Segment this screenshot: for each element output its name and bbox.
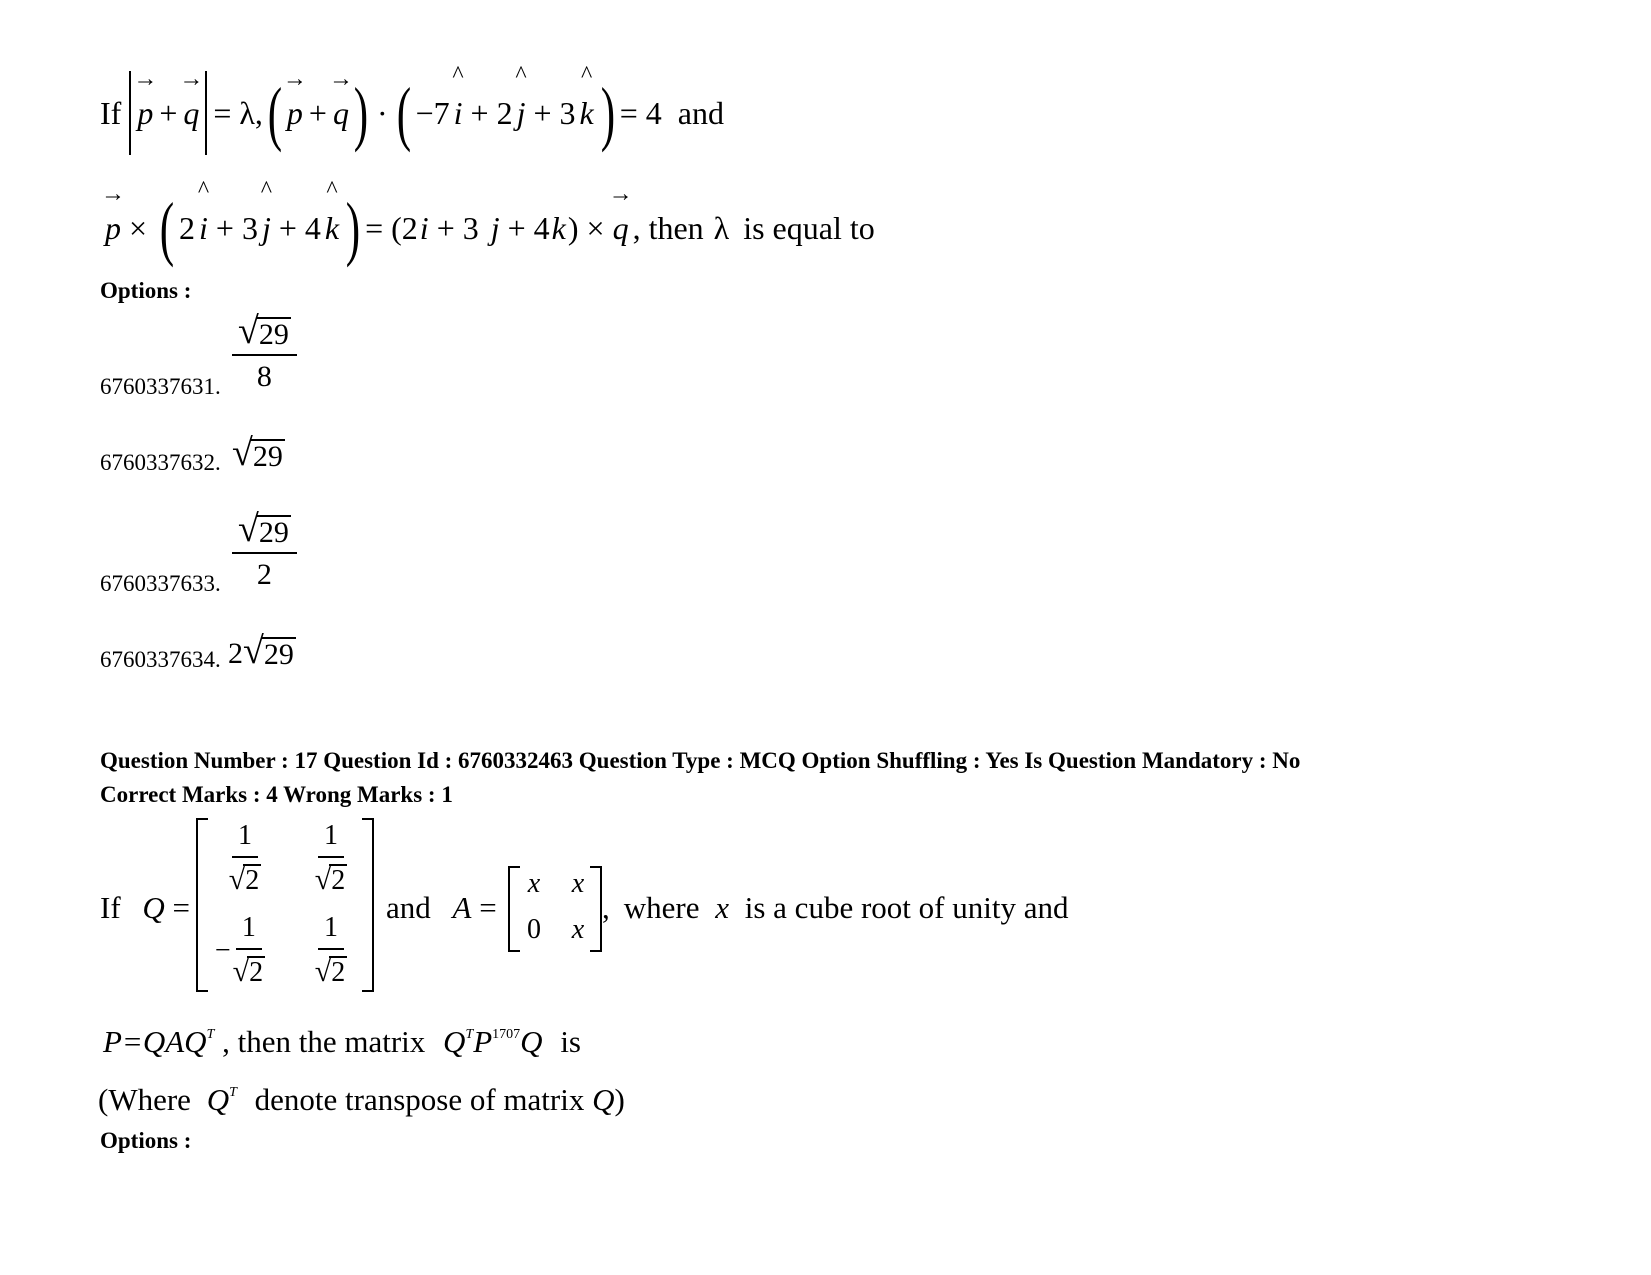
q17-line3: (Where $Q^T$ denote transpose of matrix Q) [98, 1082, 625, 1117]
rhs-open: = (2 [365, 210, 418, 246]
abs-bar-right [205, 71, 207, 155]
q17-and-A: and A = [386, 890, 497, 925]
option-3-value: √ 29 2 [232, 510, 297, 590]
paren-close2: ) [600, 73, 615, 153]
matrix-q: 1 √ 2 1 √ 2 − 1 √ 2 1 √ 2 [196, 818, 374, 990]
abs-bar-left [129, 71, 131, 155]
dot: · [376, 95, 388, 131]
option-3-id: 6760337633. [100, 571, 221, 596]
paren-close: ) [353, 73, 369, 153]
paren-open3: ( [159, 188, 175, 268]
k-hat: ^ k [579, 62, 594, 131]
then: , then [632, 210, 704, 246]
plus-3: + 3 [533, 95, 576, 131]
matrix-a: x x 0 x [508, 866, 602, 950]
q17-if: If Q = [100, 890, 191, 925]
rhs-4: + 4 [507, 210, 550, 246]
plus-2: + 2 [470, 95, 513, 131]
option-2-value: √ 29 [232, 432, 283, 474]
times: × [129, 210, 148, 246]
q17-where: , where x is a cube root of unity and [602, 890, 1069, 925]
eq-lambda: = λ, [213, 95, 263, 131]
q17-meta-line2: Correct Marks : 4 Wrong Marks : 1 [100, 782, 453, 807]
options-label-1: Options : [100, 278, 192, 303]
rhs-j: j [490, 210, 500, 246]
option-2-id: 6760337632. [100, 450, 221, 475]
k-hat2: ^ k [324, 177, 340, 246]
plus2: + [308, 95, 327, 131]
q17-line2: $P=QAQ^T$ , then the matrix $Q^TP^{1707}Q$ is [103, 1024, 581, 1059]
two: 2 [179, 210, 196, 246]
is-equal-to: is equal to [743, 210, 875, 246]
plus-4: + 4 [278, 210, 321, 246]
rhs-i: i [419, 210, 429, 246]
rhs-k: k [551, 210, 566, 246]
option-4-id: 6760337634. [100, 647, 221, 672]
paren-open2: ( [396, 73, 411, 153]
plus-3b: + 3 [215, 210, 258, 246]
j-hat2: ^ j [260, 177, 273, 246]
option-4-value: 2 √ 29 [228, 630, 294, 672]
option-1-value: √ 29 8 [232, 312, 297, 392]
vec-q: → q [179, 66, 204, 131]
paren-open: ( [267, 73, 283, 153]
i-hat: ^ i [452, 62, 464, 131]
q16-line1 [100, 62, 724, 153]
rhs-close: ) × [567, 210, 605, 246]
vec-p2: → p [282, 66, 307, 131]
eq4: = 4 [619, 95, 662, 131]
options-label-2: Options : [100, 1128, 192, 1153]
option-1-id: 6760337631. [100, 374, 221, 399]
q16-line2 [101, 177, 875, 268]
q16-if: If [100, 95, 122, 131]
plus: + [159, 95, 178, 131]
lambda: λ [713, 210, 730, 246]
vec-q3: → q [608, 181, 633, 246]
i-hat2: ^ i [197, 177, 210, 246]
and: and [677, 95, 724, 131]
paren-close3: ) [345, 188, 361, 268]
j-hat: ^ j [515, 62, 527, 131]
neg7: −7 [415, 95, 450, 131]
q17-meta-line1: Question Number : 17 Question Id : 6760332463 Question Type : MCQ Option Shuffling : Yes Is Question Mandatory : No [100, 748, 1301, 773]
vec-q2: → q [328, 66, 353, 131]
vec-p3: → p [101, 181, 125, 246]
vec-p: → p [133, 66, 158, 131]
rhs-3: + 3 [436, 210, 479, 246]
